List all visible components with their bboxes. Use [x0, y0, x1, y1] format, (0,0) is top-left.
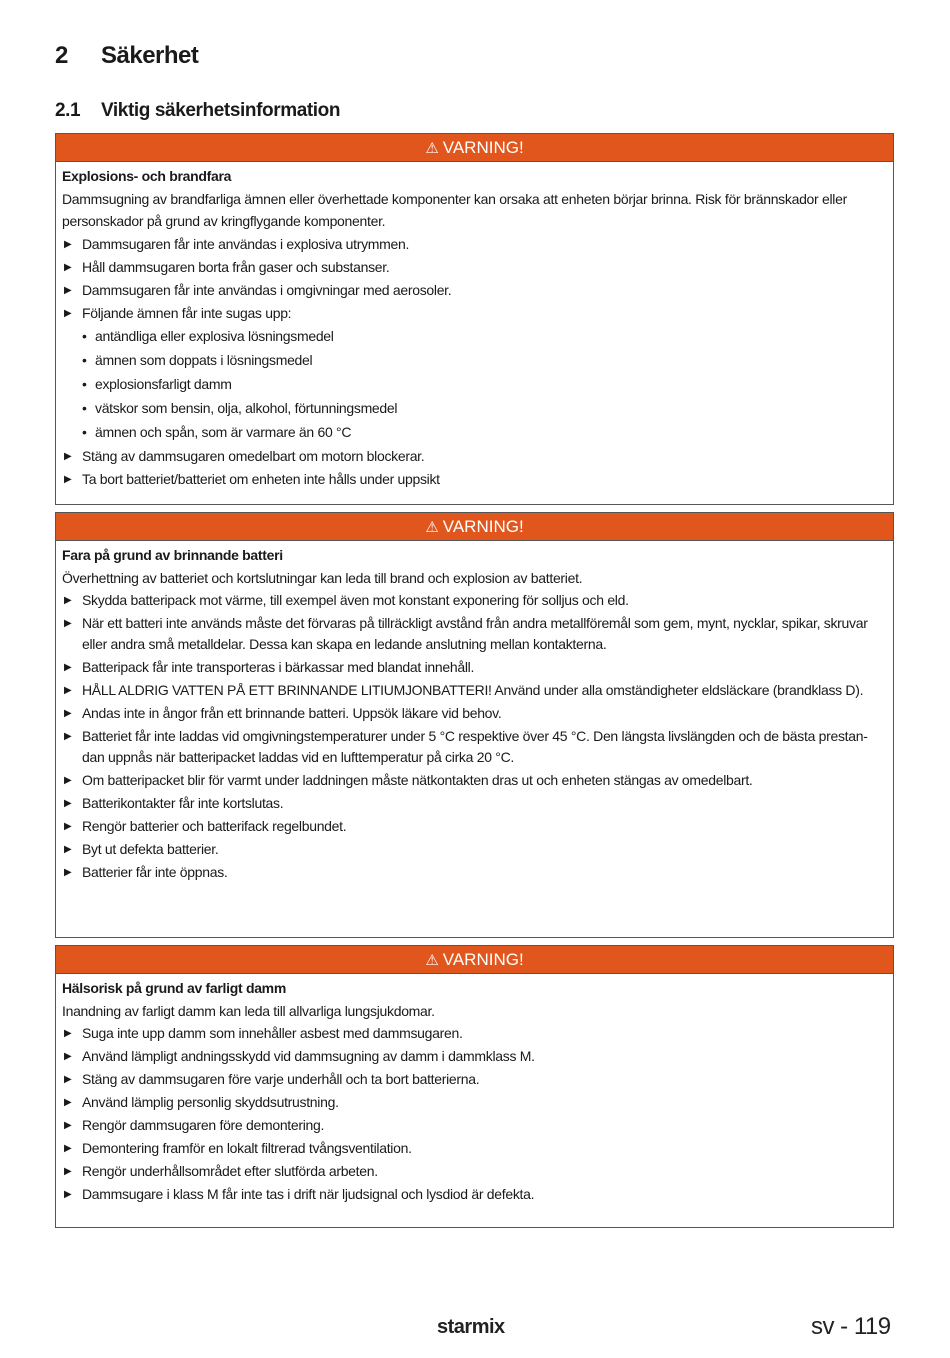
- bullet-arrow-icon: ▶: [64, 1120, 72, 1131]
- bullet-arrow-icon: ▶: [64, 618, 72, 629]
- bullet-arrow-icon: ▶: [64, 473, 72, 485]
- bullet-arrow-icon: ▶: [64, 1166, 72, 1177]
- warning-box-battery: [55, 512, 894, 938]
- warning-sublist: [62, 326, 887, 444]
- warning-label: VARNING!: [442, 950, 524, 969]
- section-number: 2: [55, 42, 68, 69]
- warning-triangle-icon: ⚠: [425, 952, 439, 969]
- subsection-heading: [55, 100, 340, 122]
- list-item: ▶ Byt ut defekta batterier.: [62, 839, 887, 860]
- list-item: ▶ Batteripack får inte transporteras i bärkassar med blandat innehåll.: [62, 657, 887, 678]
- warning-heading: Fara på grund av brinnande batteri: [62, 547, 283, 563]
- list-item: ▶ Batteriet får inte laddas vid omgivningstemperaturer under 5 °C respektive över 45 °C. Den längsta livslängden och de bästa prestan-dan uppnås när batteripacket laddas vid en lufttemperatur på cirka 20 °C.: [64, 728, 868, 765]
- warning-intro: Överhettning av batteriet och kortslutningar kan leda till brand och explosion av batteriet.: [62, 569, 583, 586]
- list-item: ▶ Suga inte upp damm som innehåller asbest med dammsugaren.: [62, 1023, 887, 1044]
- bullet-arrow-icon: ▶: [64, 261, 72, 273]
- list-item: ▶ Stäng av dammsugaren omedelbart om motorn blockerar.: [62, 446, 887, 467]
- list-item: ▶ Rengör batterier och batterifack regelbundet.: [62, 816, 887, 837]
- bullet-arrow-icon: ▶: [64, 731, 72, 742]
- bullet-arrow-icon: ▶: [64, 450, 72, 462]
- bullet-arrow-icon: ▶: [64, 662, 72, 673]
- subsection-title: Viktig säkerhetsinformation: [101, 100, 341, 121]
- warning-header: [56, 134, 893, 162]
- warning-intro: Inandning av farligt damm kan leda till allvarliga lungsjukdomar.: [62, 1002, 435, 1019]
- warning-heading: Explosions- och brandfara: [62, 168, 232, 184]
- warning-triangle-icon: ⚠: [425, 140, 439, 157]
- list-item: ▶ Följande ämnen får inte sugas upp:: [62, 303, 887, 324]
- warning-label: VARNING!: [442, 138, 524, 157]
- bullet-arrow-icon: ▶: [64, 284, 72, 296]
- sublist-item: • explosionsfarligt damm: [82, 375, 232, 392]
- bullet-arrow-icon: ▶: [64, 1189, 72, 1200]
- list-item: ▶ Dammsugaren får inte användas i explosiva utrymmen.: [62, 234, 887, 255]
- bullet-arrow-icon: ▶: [64, 238, 72, 250]
- bullet-arrow-icon: ▶: [64, 1028, 72, 1039]
- bullet-arrow-icon: ▶: [64, 798, 72, 809]
- list-item: ▶ Använd lämplig personlig skyddsutrustning.: [62, 1092, 887, 1113]
- warning-list: [62, 446, 887, 490]
- warning-triangle-icon: ⚠: [425, 519, 439, 536]
- warning-list: [62, 1023, 887, 1205]
- list-item: ▶ Om batteripacket blir för varmt under laddningen måste nätkontakten dras ut och enheten stängas av omedelbart.: [62, 770, 887, 791]
- bullet-arrow-icon: ▶: [64, 844, 72, 855]
- list-item: ▶ Demontering framför en lokalt filtrerad tvångsventilation.: [62, 1138, 887, 1159]
- warning-header: [56, 946, 893, 974]
- warning-intro: Dammsugning av brandfarliga ämnen eller överhettade komponenter kan orsaka att enheten börjar brinna. Risk för brännskador eller personskador på grund av kringflygande komponenter.: [62, 190, 847, 229]
- page-number: sv - 119: [811, 1313, 891, 1340]
- bullet-arrow-icon: ▶: [64, 685, 72, 696]
- bullet-arrow-icon: ▶: [64, 775, 72, 786]
- section-heading: [55, 42, 198, 70]
- list-item: ▶ Rengör underhållsområdet efter slutförda arbeten.: [62, 1161, 887, 1182]
- list-item: ▶ Batterier får inte öppnas.: [62, 862, 887, 883]
- bullet-arrow-icon: ▶: [64, 1143, 72, 1154]
- list-item: ▶ Dammsugare i klass M får inte tas i drift när ljudsignal och lysdiod är defekta.: [62, 1184, 887, 1205]
- list-item: ▶ Stäng av dammsugaren före varje underhåll och ta bort batterierna.: [62, 1069, 887, 1090]
- list-item: ▶ Andas inte in ångor från ett brinnande batteri. Uppsök läkare vid behov.: [62, 703, 887, 724]
- list-item: ▶ Skydda batteripack mot värme, till exempel även mot konstant exponering för solljus och eld.: [62, 590, 887, 611]
- brand-logo: starmix: [437, 1316, 505, 1338]
- warning-header: [56, 513, 893, 541]
- warning-list: [62, 234, 887, 324]
- warning-box-dust: [55, 945, 894, 1228]
- bullet-arrow-icon: ▶: [64, 1051, 72, 1062]
- warning-label: VARNING!: [442, 517, 524, 536]
- list-item: ▶ Batterikontakter får inte kortslutas.: [62, 793, 887, 814]
- warning-box-explosion: [55, 133, 894, 505]
- sublist-item: • ämnen som doppats i lösningsmedel: [82, 351, 313, 368]
- warning-list: [62, 590, 887, 883]
- list-item: ▶ Ta bort batteriet/batteriet om enheten inte hålls under uppsikt: [62, 469, 887, 490]
- list-item: ▶ Dammsugaren får inte användas i omgivningar med aerosoler.: [62, 280, 887, 301]
- list-item: ▶ Håll dammsugaren borta från gaser och substanser.: [62, 257, 887, 278]
- bullet-arrow-icon: ▶: [64, 708, 72, 719]
- list-item: ▶ Rengör dammsugaren före demontering.: [62, 1115, 887, 1136]
- list-item: ▶ HÅLL ALDRIG VATTEN PÅ ETT BRINNANDE LITIUMJONBATTERI! Använd under alla omständigheter eldsläckare (brandklass D).: [62, 680, 887, 701]
- sublist-item: • ämnen och spån, som är varmare än 60 °C: [82, 423, 352, 440]
- warning-heading: Hälsorisk på grund av farligt damm: [62, 980, 286, 996]
- bullet-arrow-icon: ▶: [64, 595, 72, 606]
- bullet-arrow-icon: ▶: [64, 821, 72, 832]
- sublist-item: • vätskor som bensin, olja, alkohol, förtunningsmedel: [82, 399, 398, 416]
- bullet-arrow-icon: ▶: [64, 1097, 72, 1108]
- list-item: ▶ När ett batteri inte används måste det förvaras på tillräckligt avstånd från andra metallföremål som gem, mynt, nycklar, spikar, skruvar eller andra små metalldelar. Dessa kan skapa en ledande anslutning mellan kontakterna.: [64, 615, 868, 652]
- section-title: Säkerhet: [101, 42, 199, 69]
- bullet-arrow-icon: ▶: [64, 867, 72, 878]
- subsection-number: 2.1: [55, 100, 81, 121]
- list-item: ▶ Använd lämpligt andningsskydd vid dammsugning av damm i dammklass M.: [62, 1046, 887, 1067]
- sublist-item: • antändliga eller explosiva lösningsmedel: [82, 327, 334, 344]
- bullet-arrow-icon: ▶: [64, 307, 72, 319]
- bullet-arrow-icon: ▶: [64, 1074, 72, 1085]
